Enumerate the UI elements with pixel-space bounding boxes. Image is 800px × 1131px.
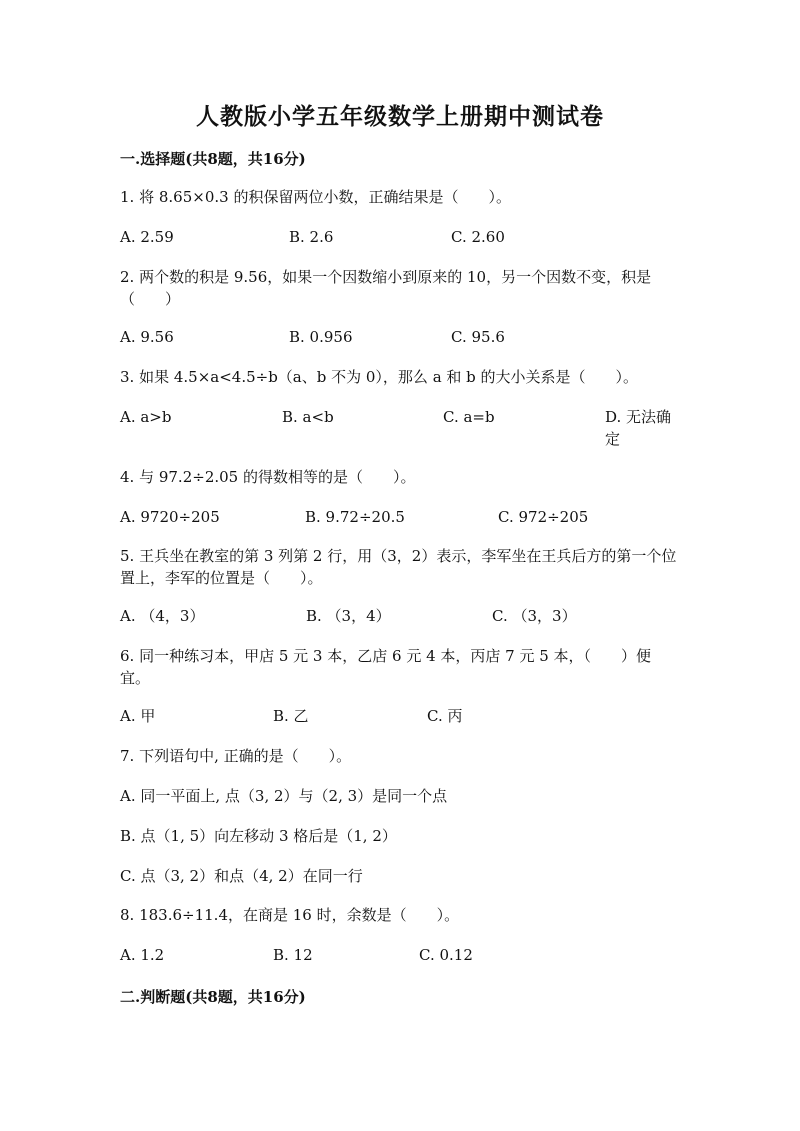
q2-option-a: A. 9.56	[120, 328, 174, 346]
q3-option-c: C. a=b	[443, 408, 495, 426]
q5-option-a: A. （4，3）	[120, 607, 205, 625]
q3-option-b: B. a<b	[282, 408, 334, 426]
exam-title: 人教版小学五年级数学上册期中测试卷	[196, 103, 604, 130]
question-1: 1. 将 8.65×0.3 的积保留两位小数，正确结果是（ ）。	[120, 188, 511, 206]
q2-option-c: C. 95.6	[451, 328, 505, 346]
q6-option-a: A. 甲	[120, 707, 156, 725]
q3-option-a: A. a>b	[120, 408, 172, 426]
q8-option-c: C. 0.12	[419, 946, 473, 964]
q4-option-b: B. 9.72÷20.5	[305, 508, 405, 526]
q6-option-b: B. 乙	[273, 707, 309, 725]
question-3: 3. 如果 4.5×a<4.5÷b（a、b 不为 0），那么 a 和 b 的大小关系是（ ）。	[120, 368, 639, 386]
q2-option-b: B. 0.956	[289, 328, 353, 346]
section-heading-judgement: 二.判断题(共8题，共16分)	[120, 988, 306, 1006]
q1-option-c: C. 2.60	[451, 228, 505, 246]
q8-option-b: B. 12	[273, 946, 313, 964]
q8-option-a: A. 1.2	[120, 946, 165, 964]
q3-option-d: D. 无法确定	[605, 408, 672, 448]
q7-option-a: A. 同一平面上, 点（3, 2）与（2, 3）是同一个点	[120, 787, 448, 805]
q7-option-c: C. 点（3, 2）和点（4, 2）在同一行	[120, 867, 363, 885]
question-6: 6. 同一种练习本，甲店 5 元 3 本，乙店 6 元 4 本，丙店 7 元 5 本，（ ）便宜。	[120, 647, 652, 687]
q4-option-a: A. 9720÷205	[120, 508, 220, 526]
q5-option-b: B. （3，4）	[306, 607, 391, 625]
q7-option-b: B. 点（1, 5）向左移动 3 格后是（1, 2）	[120, 827, 397, 845]
q6-option-c: C. 丙	[427, 707, 463, 725]
q1-option-b: B. 2.6	[289, 228, 334, 246]
q1-option-a: A. 2.59	[120, 228, 174, 246]
question-2: 2. 两个数的积是 9.56，如果一个因数缩小到原来的 10，另一个因数不变，积是（ ）	[120, 268, 652, 308]
q5-option-c: C. （3，3）	[492, 607, 577, 625]
section-heading-choice: 一.选择题(共8题，共16分)	[120, 150, 306, 168]
question-5: 5. 王兵坐在教室的第 3 列第 2 行，用（3，2）表示，李军坐在王兵后方的第一个位置上，李军的位置是（ ）。	[120, 547, 677, 587]
question-7: 7. 下列语句中, 正确的是（ ）。	[120, 747, 352, 765]
q4-option-c: C. 972÷205	[498, 508, 589, 526]
question-8: 8. 183.6÷11.4，在商是 16 时，余数是（ ）。	[120, 906, 460, 924]
question-4: 4. 与 97.2÷2.05 的得数相等的是（ ）。	[120, 468, 416, 486]
